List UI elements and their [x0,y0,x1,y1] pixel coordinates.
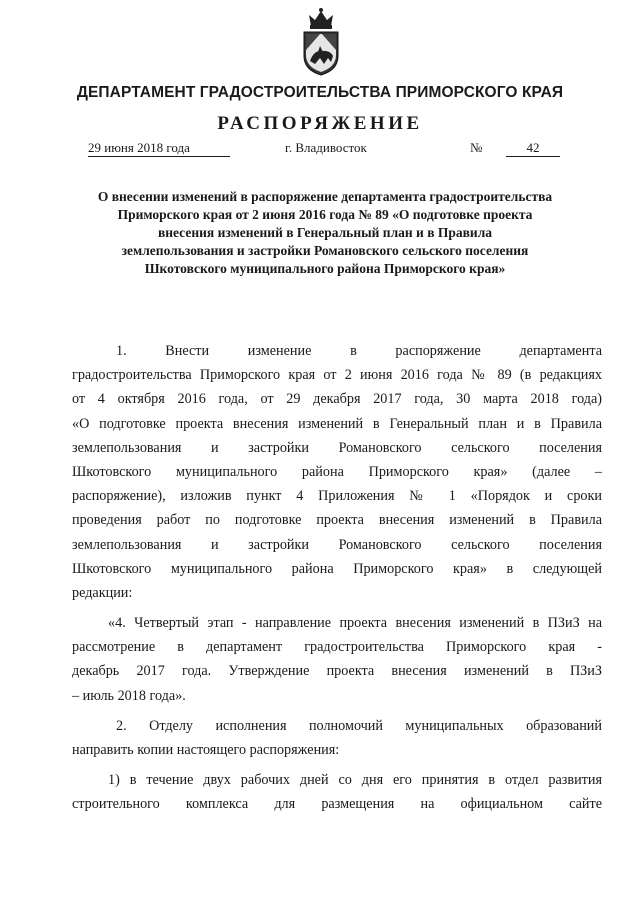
word: Внести [165,343,210,359]
text-line: от 4 октября 2016 года, от 29 декабря 2017 года, 30 марта 2018 года) [72,391,602,408]
number-label: № [470,140,483,155]
text-line: Шкотовского муниципального района Приморского края» (далее – [72,463,602,480]
text-line: строительного комплекса для размещения на официальном сайте [72,796,602,813]
text-line: землепользования и застройки Романовского сельского поселения [72,536,602,553]
document-body [72,339,602,817]
text-line: 1) в течение двух рабочих дней со дня его принятия в отдел развития [108,772,602,789]
title-line: землепользования и застройки Романовского сельского поселения [121,243,529,258]
text-line: Шкотовского муниципального района Приморского края» в следующей [72,560,602,577]
text-line: 2. Отделу исполнения полномочий муниципальных образований [116,717,602,734]
text-line: землепользования и застройки Романовского сельского поселения [72,439,602,456]
text-line: проведения работ по подготовке проекта внесения изменений в Правила [72,512,602,529]
document-number: 42 [506,140,560,157]
text-line: редакции: [72,584,133,601]
title-line: Шкотовского муниципального района Приморского края» [144,261,506,276]
text-line: распоряжение), изложив пункт 4 Приложения № 1 «Порядок и сроки [72,488,602,505]
word: в [350,343,357,359]
paragraph-1-first-line [72,339,602,363]
title-line: внесения изменений в Генеральный план и в Правила [157,225,493,240]
document-type: РАСПОРЯЖЕНИЕ [217,113,423,134]
paragraph-number: 1. [116,343,127,359]
quote-line: декабрь 2017 года. Утверждение проекта внесения изменений в ПЗиЗ [72,663,602,680]
word: распоряжение [395,343,481,359]
word: изменение [247,343,312,359]
quote-line: рассмотрение в департамент градостроительства Приморского края - [72,639,602,656]
text-line: направить копии настоящего распоряжения: [72,742,340,758]
title-line: О внесении изменений в распоряжение департамента градостроительства [97,189,553,204]
text-line: «О подготовке проекта внесения изменений в Генеральный план и в Правила [72,415,602,432]
primorsky-krai-coat-of-arms-icon [300,6,342,76]
document-city: г. Владивосток [285,140,367,155]
document-date: 29 июня 2018 года [88,140,230,157]
quote-line: – июль 2018 года». [72,687,186,704]
title-line: Приморского края от 2 июня 2016 года № 89 «О подготовке проекта [117,207,533,222]
department-name: ДЕПАРТАМЕНТ ГРАДОСТРОИТЕЛЬСТВА ПРИМОРСКОГО КРАЯ [76,84,564,101]
word: департамента [519,343,602,359]
document-title [60,188,590,278]
text-line: градостроительства Приморского края от 2 июня 2016 года № 89 (в редакциях [72,367,602,384]
quote-line: «4. Четвертый этап - направление проекта внесения изменений в ПЗиЗ на [108,615,602,632]
